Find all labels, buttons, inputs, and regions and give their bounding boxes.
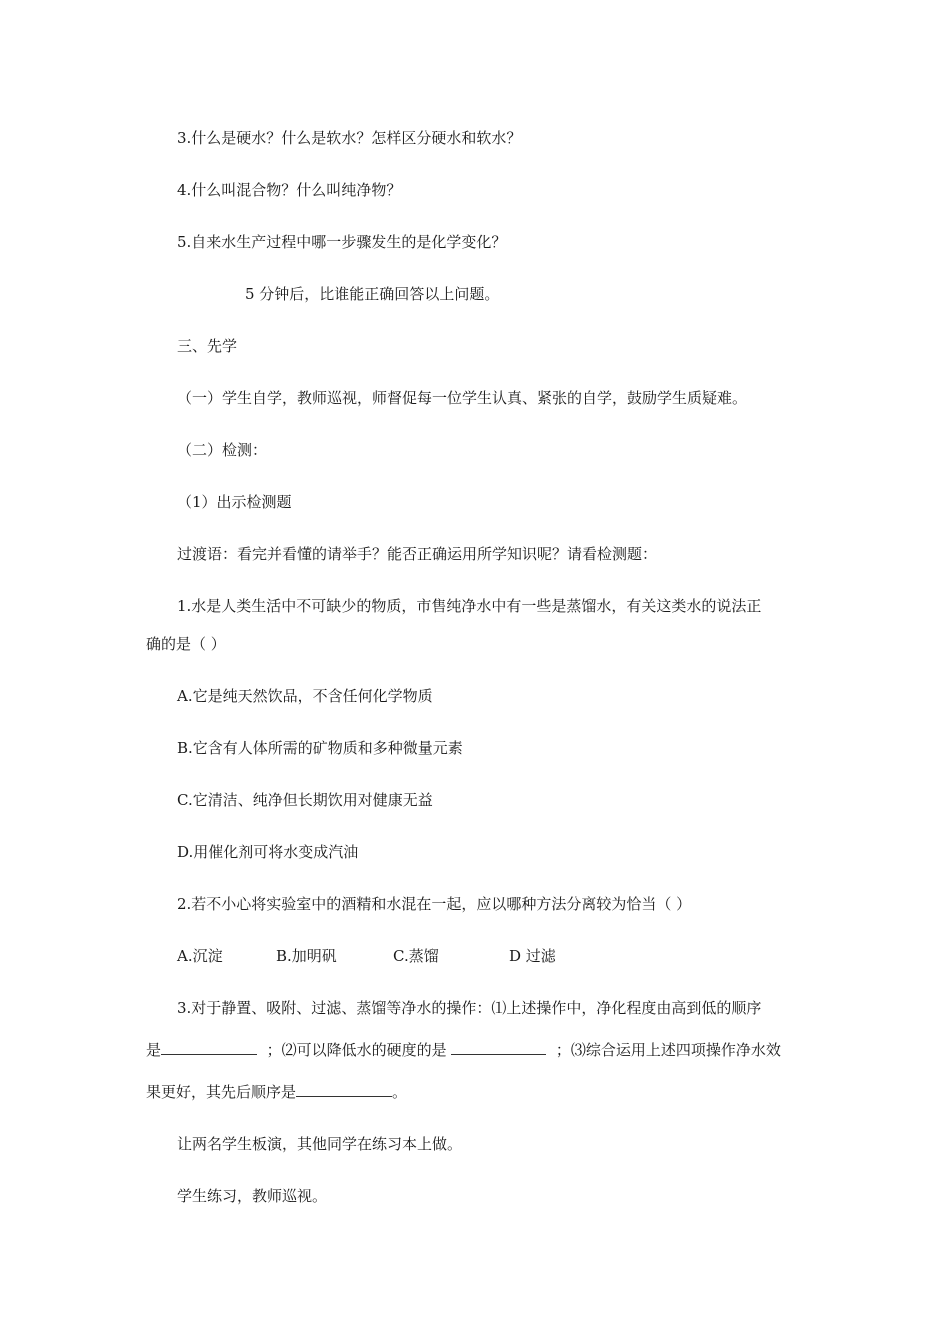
practice-instruction: 学生练习，教师巡视。: [177, 1187, 328, 1205]
test-question-2: 2.若不小心将实验室中的酒精和水混在一起，应以哪种方法分离较为恰当（ ）: [177, 895, 692, 913]
test-question-3-line-3: [146, 1082, 407, 1102]
line-text: 是: [146, 1041, 162, 1059]
test-question-1-line-2: 确的是（ ）: [146, 635, 226, 653]
option-a: A.它是纯天然饮品，不含任何化学物质: [177, 687, 433, 705]
test-question-3-line-1: 3.对于静置、吸附、过滤、蒸馏等净水的操作：⑴上述操作中，净化程度由高到低的顺序: [177, 999, 762, 1017]
answer-blank: [451, 1040, 546, 1055]
option-b: B.它含有人体所需的矿物质和多种微量元素: [177, 739, 463, 757]
time-instruction: 5 分钟后，比谁能正确回答以上问题。: [245, 285, 500, 303]
test-question-1-line-1: 1.水是人类生活中不可缺少的物质，市售纯净水中有一些是蒸馏水，有关这类水的说法正: [177, 597, 762, 615]
option-c: C.它清洁、纯净但长期饮用对健康无益: [177, 791, 433, 809]
section-heading: 三、先学: [177, 337, 238, 355]
line-text: 果更好，其先后顺序是: [146, 1083, 297, 1101]
option-b: B.加明矾: [276, 947, 337, 965]
answer-blank: [161, 1040, 257, 1055]
option-a: A.沉淀: [177, 947, 223, 965]
option-d: D 过滤: [509, 947, 556, 965]
test-subheading: （1）出示检测题: [177, 493, 292, 511]
transition-text: 过渡语：看完并看懂的请举手？能否正确运用所学知识呢？请看检测题：: [177, 545, 658, 563]
option-c: C.蒸馏: [393, 947, 439, 965]
board-instruction: 让两名学生板演，其他同学在练习本上做。: [177, 1135, 463, 1153]
line-text: ；⑶综合运用上述四项操作净水效: [555, 1041, 781, 1059]
line-text: ；⑵可以降低水的硬度的是: [266, 1041, 447, 1059]
question-4: 4.什么叫混合物？什么叫纯净物？: [177, 181, 402, 199]
test-question-3-line-2: [146, 1040, 781, 1060]
option-d: D.用催化剂可将水变成汽油: [177, 843, 359, 861]
question-3: 3.什么是硬水？什么是软水？怎样区分硬水和软水？: [177, 129, 522, 147]
answer-blank: [296, 1082, 392, 1097]
question-5: 5.自来水生产过程中哪一步骤发生的是化学变化？: [177, 233, 507, 251]
line-text: 。: [392, 1083, 408, 1101]
test-heading: （二）检测：: [177, 441, 268, 459]
self-study-paragraph: （一）学生自学，教师巡视，师督促每一位学生认真、紧张的自学，鼓励学生质疑难。: [177, 389, 748, 407]
